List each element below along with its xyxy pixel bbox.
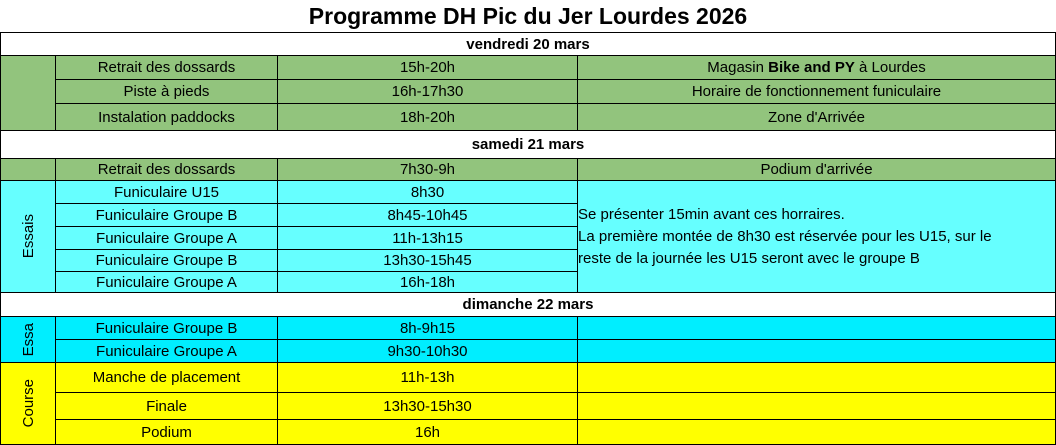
saturday-essai-5-event: Funiculaire Groupe A bbox=[55, 271, 278, 293]
saturday-essai-4-event: Funiculaire Groupe B bbox=[55, 249, 278, 272]
saturday-row-1-info: Podium d'arrivée bbox=[577, 158, 1056, 181]
course-row-1-time: 11h-13h bbox=[277, 362, 578, 393]
friday-row-2-info: Horaire de fonctionnement funiculaire bbox=[577, 79, 1056, 104]
day-header-friday: vendredi 20 mars bbox=[0, 32, 1056, 56]
saturday-essai-2-event: Funiculaire Groupe B bbox=[55, 203, 278, 227]
sunday-essai-2-event: Funiculaire Groupe A bbox=[55, 339, 278, 363]
sunday-essai-1-time: 8h-9h15 bbox=[277, 316, 578, 340]
course-row-3-info bbox=[577, 419, 1056, 445]
saturday-note-line-2: La première montée de 8h30 est réservée pour les U15, sur le bbox=[578, 227, 992, 245]
page-title: Programme DH Pic du Jer Lourdes 2026 bbox=[308, 3, 748, 29]
friday-row-1-info-pre: Magasin bbox=[707, 59, 769, 76]
course-section-label bbox=[0, 362, 56, 445]
saturday-row-1-time: 7h30-9h bbox=[277, 158, 578, 181]
course-row-1-event: Manche de placement bbox=[55, 362, 278, 393]
essais-section-label bbox=[0, 180, 56, 293]
saturday-essai-1-event: Funiculaire U15 bbox=[55, 180, 278, 204]
sunday-essais-section-label bbox=[0, 316, 56, 363]
saturday-essai-3-time: 11h-13h15 bbox=[277, 226, 578, 250]
saturday-note bbox=[577, 180, 1056, 293]
saturday-essai-5-time: 16h-18h bbox=[277, 271, 578, 293]
saturday-essai-3-event: Funiculaire Groupe A bbox=[55, 226, 278, 250]
shop-name: Bike and PY bbox=[768, 59, 855, 76]
friday-row-2-time: 16h-17h30 bbox=[277, 79, 578, 104]
course-row-2-time: 13h30-15h30 bbox=[277, 392, 578, 420]
friday-row-1-event: Retrait des dossards bbox=[55, 55, 278, 80]
course-row-2-info bbox=[577, 392, 1056, 420]
sunday-essai-2-info bbox=[577, 339, 1056, 363]
sunday-essais-label: Essa bbox=[19, 322, 37, 357]
friday-row-3-event: Instalation paddocks bbox=[55, 103, 278, 131]
saturday-first-label bbox=[0, 158, 56, 181]
course-row-3-time: 16h bbox=[277, 419, 578, 445]
saturday-note-line-3: reste de la journée les U15 seront avec le groupe B bbox=[578, 249, 920, 267]
course-label: Course bbox=[19, 379, 37, 428]
friday-row-2-event: Piste à pieds bbox=[55, 79, 278, 104]
sunday-essai-1-event: Funiculaire Groupe B bbox=[55, 316, 278, 340]
course-row-3-event: Podium bbox=[55, 419, 278, 445]
friday-row-1-time: 15h-20h bbox=[277, 55, 578, 80]
saturday-row-1-event: Retrait des dossards bbox=[55, 158, 278, 181]
saturday-essai-1-time: 8h30 bbox=[277, 180, 578, 204]
sunday-essai-2-time: 9h30-10h30 bbox=[277, 339, 578, 363]
course-row-1-info bbox=[577, 362, 1056, 393]
friday-row-3-time: 18h-20h bbox=[277, 103, 578, 131]
day-header-saturday: samedi 21 mars bbox=[0, 130, 1056, 159]
friday-section-label bbox=[0, 55, 56, 131]
saturday-note-line-1: Se présenter 15min avant ces horraires. bbox=[578, 205, 845, 223]
saturday-essai-2-time: 8h45-10h45 bbox=[277, 203, 578, 227]
essais-label: Essais bbox=[19, 214, 37, 259]
saturday-essai-4-time: 13h30-15h45 bbox=[277, 249, 578, 272]
friday-row-1-info bbox=[577, 55, 1056, 80]
sunday-essai-1-info bbox=[577, 316, 1056, 340]
friday-row-1-info-post: à Lourdes bbox=[854, 59, 926, 76]
course-row-2-event: Finale bbox=[55, 392, 278, 420]
friday-row-3-info: Zone d'Arrivée bbox=[577, 103, 1056, 131]
day-header-sunday: dimanche 22 mars bbox=[0, 292, 1056, 317]
